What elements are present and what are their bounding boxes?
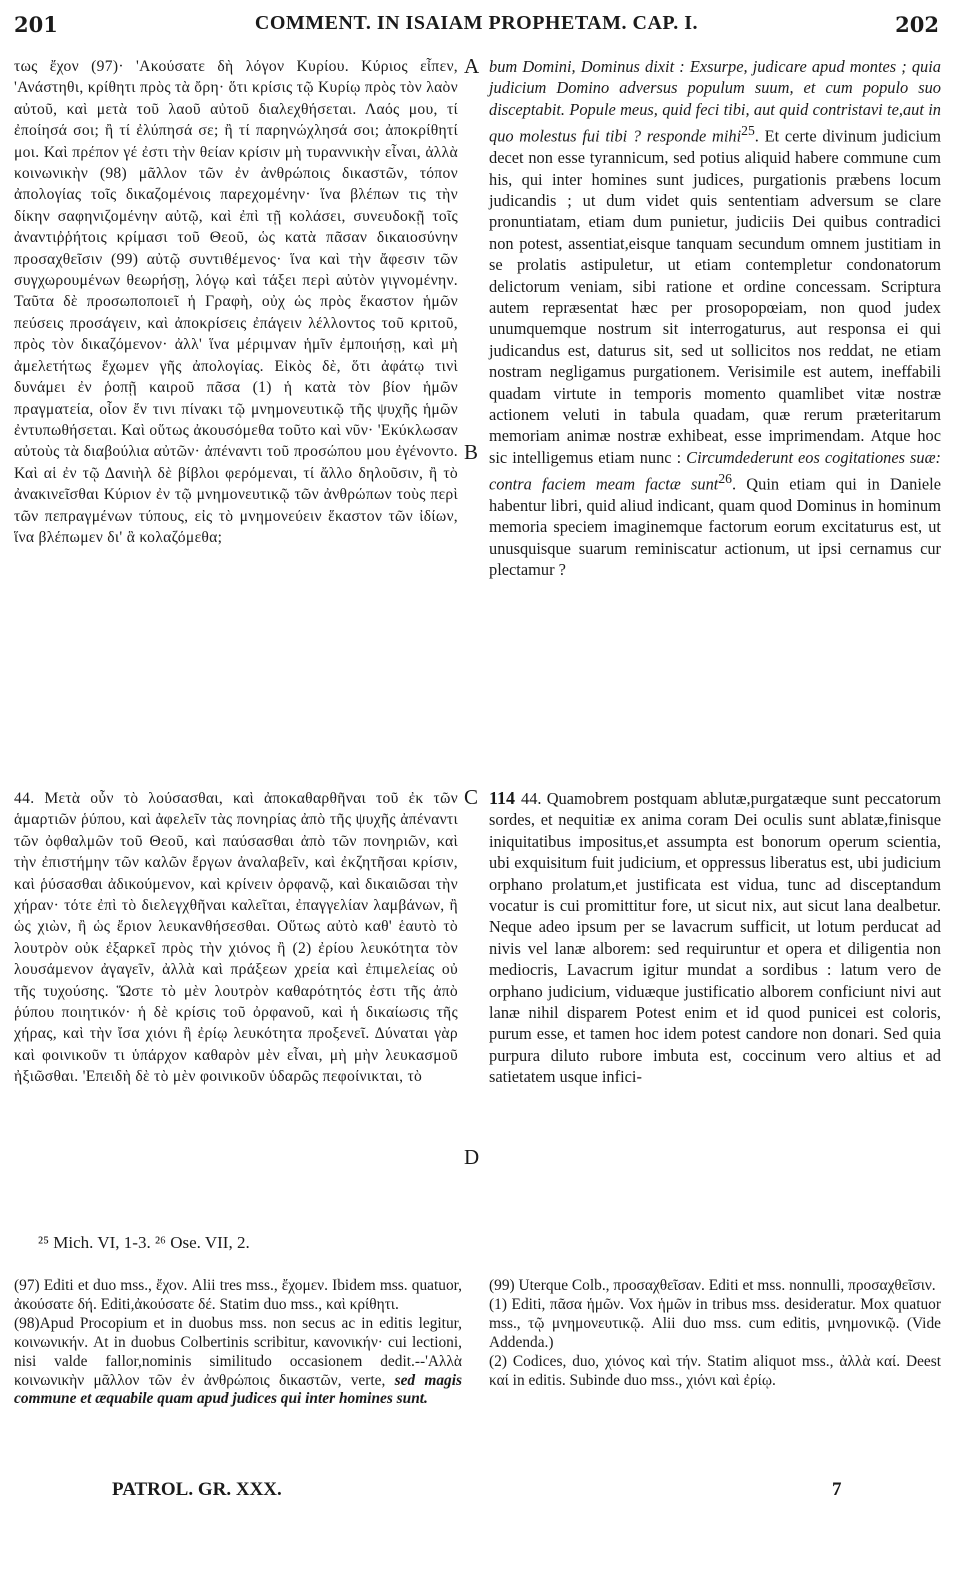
scripture-ref-26: 26 [718,471,732,487]
column-marker-b: B [464,440,479,464]
column-marker-a: A [464,54,480,78]
latin-text-1-end: . Quin etiam qui in Daniele habentur libri, quid aliud indicant, quam quod Dominus in hominum memoria speciem imaginemque factorum eorum excitaturus est, ut unusquisque suarum reminiscatur actionum, ut ipsi cernamus cur plectamur ? [489,474,941,580]
latin-scripture-quote-2: Circumdederunt eos cogitationes suæ: contra faciem meam factæ sunt [489,447,941,494]
scripture-references: ²⁵ Mich. VI, 1-3. ²⁶ Ose. VII, 2. [38,1233,250,1252]
greek-paragraph-2 [14,788,458,1088]
running-title: COMMENT. IN ISAIAM PROPHETAM. CAP. I. [254,12,699,34]
greek-text-1: τως ἔχον (97)· 'Ακούσατε δὴ λόγον Κυρίου. Κύριος εἶπεν, 'Ανάστηθι, κρίθητι πρὸς τὰ ὄρη· ὅτι κρίσις τῷ Κυρίῳ πρὸς τὸν λαὸν αὐτοῦ, καὶ μετὰ τοῦ λαοῦ αὐτοῦ διαλεχθήσεται. Λαός μου, τί ἐποίησά σοι; ἢ τί ἐλύπησά σε; ἢ τί παρηνώχλησά σοι; ἀποκρίθητί μοι. Καὶ πρέπον γέ ἐστι τὴν θείαν κρίσιν μὴ τυραννικὴν εἶναι, ἀλλὰ κοινωνικὴν (98) μᾶλλον τῶν ἐν ἀνθρώποις δικαστῶν, τόπον ἀπολογίας τοῖς δικαζομένοις παρεχομένην· ἵνα βλέπων τις τὴν δίκην σαφηνιζομένην αὐτῷ, καὶ ἐπὶ τῇ κολάσει, συνευδοκῇ τοῖς ἀναντιῤῥήτοις κρίμασι τοῦ Θεοῦ, ὡς κατὰ πᾶσαν δικαιοσύνην προσαχθεῖσιν (99) αὐτῷ συντιθέμενος· ἵνα καὶ τὴν ἄφεσιν τῶν συγχωρουμένων θεωρήσῃ, λόγῳ καὶ τάξει περὶ αὐτὸν γιγνομένην. Ταῦτα δὲ προσωποποιεῖ ἡ Γραφὴ, οὐχ ὡς πρὸς ἕκαστον ἡμῶν πεύσεις προσάγειν, καὶ ἀποκρίσεις ἐπάγειν λέλλοντος τοῦ κριτοῦ, πρὸς τὸν δικαζόμενον· ἀλλ' ἵνα μέριμναν ἡμῖν ἐμποιήσῃ, καὶ μὴ ἀμελετήτως ἔχωμεν γῆς ἀπολογίας. Εἰκὸς δὲ, ὅτι ἀφάτῳ τινὶ δυνάμει ἐν ῥοπῇ καιροῦ πᾶσα (1) ἡ κατὰ τὸν βίον ἡμῶν πραγματεία, οἷον ἔν τινι πίνακι τῷ μνημονευτικῷ τῆς ψυχῆς ἡμῶν ἐντυπωθήσεται. Καὶ οὕτως ἀκουσόμεθα τοῦτο καὶ νῦν· 'Εκύκλωσαν αὐτοὺς τὰ διαβούλια αὐτῶν· ἀπέναντι τοῦ προσώπου μου ἐγένοντο. Καὶ αἱ ἐν τῷ Δανιὴλ δὲ βίβλοι φερόμεναι, τί ἄλλο δηλοῦσιν, ἢ τὸ ἀνακινεῖσθαι Κύριον ἐν τῷ μνημονευτικῷ τῶν ἀνθρώπων τοὺς περὶ τῶν πεπραγμένων τύπους, εἰς τὸ μνημονεύειν ἕκαστον τῶν ἰδίων, ἵνα βλέπωμεν δι' ἃ κολαζόμεθα; [14,58,458,546]
latin-text-2: 44. Quamobrem postquam ablutæ,purgatæque sunt peccatorum sordes, et nequitiæ ex anima coram Dei oculis sunt ablatæ,finisque iniquitatibus impositus,et assumpta est bonorum operum scientia, ubi exquisitum fuit judicium, et oppressus liberatus est, ubi judicium orphano prolatum,et justificata est vidua, tunc ad disceptandum vocatur is cui promittitur fore, ut sicut nix, aut sicut lana dealbetur. Neque adeo ipsum per se lavacrum sufficit, ut lotum perducat ad nivis vel lanæ alborem: sed requiruntur et opera et diligentia non mediocris, Lavacrum igitur mundat a sordibus : latum vero de orphano judicium, viduæque justificatio alborem conficiunt nivi aut lanæ nihil disparem Potest enim et id quod punicei est coloris, purum esse, et tamen hoc idem potest candore non donari. Sed quia purpura diluto rubore imbuta est, coccinum vero altius et ad satietatem usque infici- [489,789,941,1087]
column-marker-c: C [464,785,479,809]
note-97: (97) Editi et duo mss., ἔχον. Alii tres mss., ἔχομεν. Ibidem mss. quatuor, ἀκούσατε δή. Editi,ἀκούσατε δέ. Statim duo mss., καὶ κρίθητι. [14,1277,462,1313]
note-1: (1) Editi, πᾶσα ἡμῶν. Vox ἡμῶν in tribus mss. desideratur. Mox quatuor mss., τῷ μνημονευτικῷ. Alii duo mss. cum editis, μνημονικῷ. (Vide Addenda.) [489,1295,941,1351]
latin-paragraph-1 [489,56,941,581]
scripture-ref-25: 25 [741,123,755,139]
greek-text-2: 44. Μετὰ οὖν τὸ λούσασθαι, καὶ ἀποκαθαρθῆναι τοῦ ἐκ τῶν ἁμαρτιῶν ῥύπου, καὶ ἀφελεῖν τὰς πονηρίας ἀπὸ τῆς ψυχῆς ἀπέναντι τῶν ὀφθαλμῶν τοῦ Θεοῦ, καὶ παύσασθαι ἀπὸ τῶν πονηριῶν, καὶ τὴν ἐπιστήμην τῶν καλῶν ἔργων ἀναλαβεῖν, καὶ ἐκζητῆσαι κρίσιν, καὶ ῥύσασθαι ἀδικούμενον, καὶ κρίνειν ὀρφανῷ, καὶ δικαιῶσαι τὴν χήραν· τότε ἐπὶ τὸ διελεγχθῆναι καλεῖται, ἐπαγγελίαν λαμβάνων, ἢ ὡς χιὼν, ἢ ὡς ἔριον λευκανθήσεσθαι. Οὕτως αὐτὸ καθ' ἑαυτὸ τὸ λουτρὸν οὐκ ἐξαρκεῖ πρὸς τὴν χιόνος ἢ (2) ἐρίου λευκότητα τὸν λουσάμενον ἀγαγεῖν, ἀλλὰ καὶ πράξεων χρεία καὶ ἐπιμελείας οὐ τῆς τυχούσης. Ὥστε τὸ μὲν λουτρὸν καθαρότητός ἐστι τῆς ἀπὸ ῥύπου ποιητικόν· ἡ δὲ κρίσις τοῦ ὀρφανοῦ, καὶ ἡ δικαίωσις τῆς χήρας, καὶ τὴν ἴσα χιόνι ἢ ἐρίῳ λευκότητα προξενεῖ. Δύναται γὰρ καὶ φοινικοῦν τι ὑπάρχον καθαρὸν μὲν εἶναι, μὴ μὴν λευκασμοῦ ἠξιῶσθαι. 'Επειδὴ δὲ τὸ μὲν φοινικοῦν ὑδαρῶς πεφοίνικται, τὸ [14,790,458,1086]
notes-right [489,1277,941,1390]
latin-paragraph-2 [489,788,941,1088]
note-2: (2) Codices, duo, χιόνος καὶ τήν. Statim aliquot mss., ἀλλὰ καί. Deest καί in editis. Subinde duo mss., χιόνι καὶ ἐρίῳ. [489,1352,941,1389]
page-header [14,12,939,38]
page-number-left: 201 [14,12,58,37]
greek-paragraph-1 [14,56,458,548]
note-98: (98)Apud Procopium et in duobus mss. non secus ac in editis legitur, κοινωνικήν. At in duobus Colbertinis scribitur, κανονικήν· cui lectioni, nisi valde fallor,nominis similitudo occasionem dedit.--'Αλλὰ κοινωνικὴν μᾶλλον τῶν ἐν ἀνθρώποις δικαστῶν, verte, [14,1314,462,1389]
latin-text-1: . Et certe divinum judicium decet non esse tyrannicum, sed potius aliquid habere commune cum his, qui inter homines sunt judices, purgationis præbens locum judicandis ; ut dum videt quis sententiam adversum se clare pronuntiatam, etiam dum punietur, judiciis Dei quibus contradici non potest, assentiat,eisque tanquam secundum omnem justitiam in se prolatis astipuletur, ut etiam contempletur condonatorum delictorum veniam, sibi ratione et ordine concessam. Scriptura autem repræsentat hæc per prosopopœiam, non quod judex unumquemque nostrum sit interrogaturus, aut responsa ei qui judicandus est, daturus sit, sed ut sollicitos nos reddat, ne etiam nostram negligamus purgationem. Verisimile est autem, ineffabili quadam virtute in temporis momento quamlibet vitæ nostræ actionem veluti in tabula quadam, quæ rerum præteritarum memoriam animæ nostræ exhibeat, esse imprimendam. Atque hoc sic intelligemus etiam nunc : [489,126,941,467]
gathering-signature: 7 [832,1479,842,1500]
page-number-right: 202 [895,12,939,37]
section-number-114: 114 [489,788,516,808]
series-signature: PATROL. GR. XXX. [112,1479,282,1500]
notes-left [14,1277,462,1409]
latin-scripture-quote: bum Domini, Dominus dixit : Exsurpe, judicare apud montes ; quia judicium Domino adversus populum suum, et cum populo suo disceptabit. Popule meus, quid feci tibi, aut quid contristavi te,aut in quo molestus fui tibi ? responde mihi [489,57,941,146]
column-marker-d: D [464,1145,480,1169]
note-98-translation: sed magis commune et æquabile quam apud judices qui inter homines sunt. [14,1371,462,1408]
note-99: (99) Uterque Colb., προσαχθεῖσαν. Editi et mss. nonnulli, προσαχθεῖσιν. [489,1277,936,1294]
